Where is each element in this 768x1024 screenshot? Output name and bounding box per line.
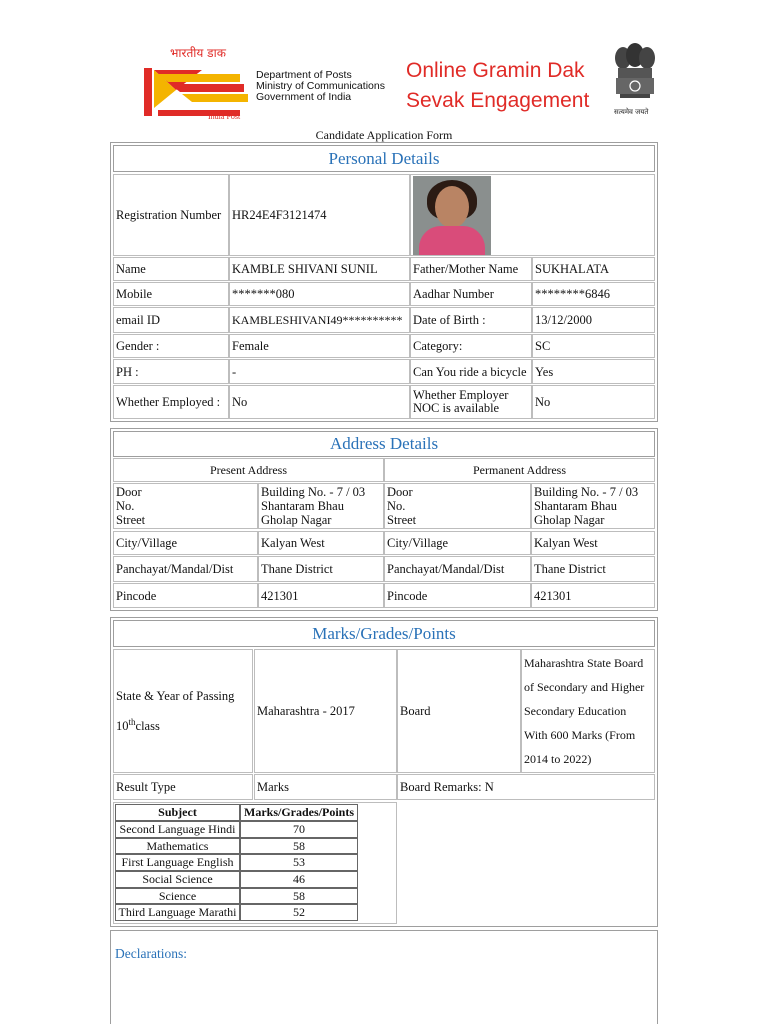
name-label: Name <box>113 257 229 281</box>
personal-details-title: Personal Details <box>113 145 655 172</box>
noc-value: No <box>532 385 655 419</box>
subject-cell: Third Language Marathi <box>115 904 240 921</box>
portal-title-line-1: Online Gramin Dak <box>406 59 585 82</box>
employed-value: No <box>229 385 410 419</box>
present-pin-label: Pincode <box>113 583 258 608</box>
email-value: KAMBLESHIVANI49********** <box>229 307 410 333</box>
board-remarks: Board Remarks: N <box>397 774 655 800</box>
dept-line-2: Ministry of Communications <box>256 80 385 92</box>
employed-label: Whether Employed : <box>113 385 229 419</box>
reg-number-label: Registration Number <box>113 174 229 256</box>
class-text: 10thclass <box>116 716 160 734</box>
permanent-city-value: Kalyan West <box>531 531 655 555</box>
subject-cell: First Language English <box>115 854 240 871</box>
present-pin-value: 421301 <box>258 583 384 608</box>
permanent-pin-value: 421301 <box>531 583 655 608</box>
subject-cell: Science <box>115 888 240 904</box>
ashoka-emblem-icon <box>612 42 658 108</box>
dob-value: 13/12/2000 <box>532 307 655 333</box>
result-type-value: Marks <box>254 774 397 800</box>
present-door-value: Building No. - 7 / 03 Shantaram Bhau Gholap Nagar <box>258 483 384 529</box>
india-post-text: India Post <box>208 112 241 121</box>
mobile-value: *******080 <box>229 282 410 306</box>
subject-cell: Mathematics <box>115 838 240 854</box>
dept-line-1: Department of Posts <box>256 69 352 81</box>
subject-header: Subject <box>115 804 240 821</box>
present-dist-value: Thane District <box>258 556 384 582</box>
marks-cell: 46 <box>240 871 358 888</box>
dob-label: Date of Birth : <box>410 307 532 333</box>
marks-cell: 58 <box>240 888 358 904</box>
department-block <box>256 70 385 103</box>
form-caption: Candidate Application Form <box>315 128 453 142</box>
candidate-photo <box>413 176 491 256</box>
aadhar-value: ********6846 <box>532 282 655 306</box>
board-label: Board <box>397 649 521 773</box>
permanent-address-header: Permanent Address <box>384 458 655 482</box>
dept-line-3: Government of India <box>256 91 352 103</box>
permanent-dist-value: Thane District <box>531 556 655 582</box>
noc-label: Whether Employer NOC is available <box>410 385 532 419</box>
present-dist-label: Panchayat/Mandal/Dist <box>113 556 258 582</box>
photo-cell <box>410 174 655 256</box>
address-details-title: Address Details <box>113 431 655 457</box>
state-year-value: Maharashtra - 2017 <box>254 649 397 773</box>
emblem-motto: सत्यमेव जयते <box>614 108 649 116</box>
present-door-label: Door No. Street <box>113 483 258 529</box>
email-label: email ID <box>113 307 229 333</box>
mobile-label: Mobile <box>113 282 229 306</box>
declarations-section <box>110 930 658 1024</box>
marks-cell: 70 <box>240 821 358 838</box>
marks-cell: 58 <box>240 838 358 854</box>
gender-value: Female <box>229 334 410 358</box>
permanent-pin-label: Pincode <box>384 583 531 608</box>
present-city-value: Kalyan West <box>258 531 384 555</box>
national-emblem <box>612 42 658 122</box>
marks-cell: 53 <box>240 854 358 871</box>
bicycle-value: Yes <box>532 359 655 384</box>
portal-title <box>406 56 589 116</box>
category-value: SC <box>532 334 655 358</box>
aadhar-label: Aadhar Number <box>410 282 532 306</box>
portal-title-line-2: Sevak Engagement <box>406 89 590 112</box>
hindi-logo-text: भारतीय डाक <box>170 46 226 60</box>
board-value: Maharashtra State Board of Secondary and Higher Secondary Education With 600 Marks (From 2014 to 2022) <box>521 649 655 773</box>
bicycle-label: Can You ride a bicycle <box>410 359 532 384</box>
subject-cell: Second Language Hindi <box>115 821 240 838</box>
permanent-door-label: Door No. Street <box>384 483 531 529</box>
category-label: Category: <box>410 334 532 358</box>
father-name-label: Father/Mother Name <box>410 257 532 281</box>
marks-header: Marks/Grades/Points <box>240 804 358 821</box>
subject-cell: Social Science <box>115 871 240 888</box>
permanent-door-value: Building No. - 7 / 03 Shantaram Bhau Gholap Nagar <box>531 483 655 529</box>
result-type-label: Result Type <box>113 774 253 800</box>
permanent-dist-label: Panchayat/Mandal/Dist <box>384 556 531 582</box>
name-value: KAMBLE SHIVANI SUNIL <box>229 257 410 281</box>
present-address-header: Present Address <box>113 458 384 482</box>
present-city-label: City/Village <box>113 531 258 555</box>
reg-number-value: HR24E4F3121474 <box>229 174 410 256</box>
ph-label: PH : <box>113 359 229 384</box>
state-year-label <box>113 649 253 773</box>
ph-value: - <box>229 359 410 384</box>
marks-title: Marks/Grades/Points <box>113 620 655 647</box>
declarations-title: Declarations: <box>115 946 187 961</box>
india-post-logo <box>140 44 252 124</box>
marks-cell: 52 <box>240 904 358 921</box>
permanent-city-label: City/Village <box>384 531 531 555</box>
gender-label: Gender : <box>113 334 229 358</box>
state-year-text: State & Year of Passing <box>116 688 235 703</box>
father-name-value: SUKHALATA <box>532 257 655 281</box>
